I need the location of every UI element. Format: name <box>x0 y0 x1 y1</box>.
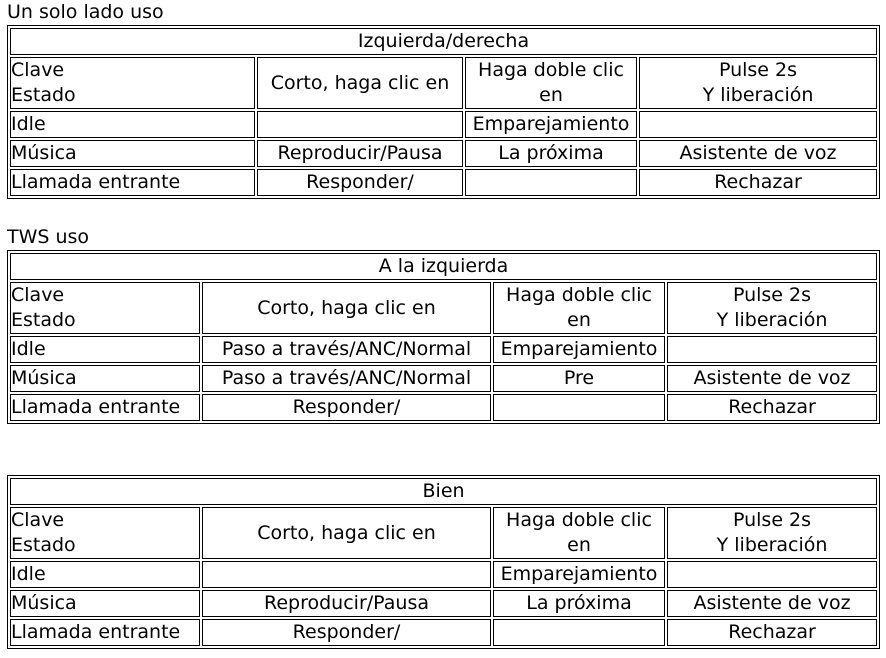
double-click-cell <box>493 619 665 646</box>
state-cell: Música <box>10 590 200 617</box>
state-cell: Idle <box>10 336 200 363</box>
press-2s-cell: Rechazar <box>667 619 877 646</box>
short-click-cell: Paso a través/ANC/Normal <box>202 365 491 392</box>
key-table-tws-right <box>7 475 880 649</box>
table-title: A la izquierda <box>10 253 877 280</box>
double-click-cell: Emparejamiento <box>465 111 637 138</box>
header-double-click-line1: Haga doble clic <box>478 59 624 81</box>
table-row <box>10 169 877 196</box>
short-click-cell: Reproducir/Pausa <box>202 590 491 617</box>
header-press-2s <box>667 282 877 334</box>
press-2s-cell: Asistente de voz <box>639 140 877 167</box>
header-double-click <box>493 282 665 334</box>
header-key-label: Clave <box>11 284 65 306</box>
double-click-cell: La próxima <box>493 590 665 617</box>
header-press-2s-line1: Pulse 2s <box>732 284 812 306</box>
header-short-click: Corto, haga clic en <box>202 282 491 334</box>
short-click-cell: Paso a través/ANC/Normal <box>202 336 491 363</box>
state-cell: Música <box>10 140 255 167</box>
header-press-2s-line1: Pulse 2s <box>718 59 798 81</box>
state-cell: Llamada entrante <box>10 394 200 421</box>
press-2s-cell <box>667 561 877 588</box>
double-click-cell <box>493 394 665 421</box>
table-title: Bien <box>10 478 877 505</box>
short-click-cell <box>257 111 463 138</box>
header-short-click: Corto, haga clic en <box>257 57 463 109</box>
table-row <box>10 140 877 167</box>
header-state-label: Estado <box>11 534 76 556</box>
press-2s-cell: Asistente de voz <box>667 590 877 617</box>
double-click-cell: La próxima <box>465 140 637 167</box>
press-2s-cell: Asistente de voz <box>667 365 877 392</box>
header-key-state <box>10 507 200 559</box>
header-double-click <box>493 507 665 559</box>
table-title: Izquierda/derecha <box>10 28 877 55</box>
short-click-cell: Responder/ <box>202 619 491 646</box>
header-double-click-line2: en <box>567 534 591 556</box>
header-short-click: Corto, haga clic en <box>202 507 491 559</box>
header-press-2s-line2: Y liberación <box>716 309 828 331</box>
table-row <box>10 590 877 617</box>
press-2s-cell <box>639 111 877 138</box>
state-cell: Idle <box>10 561 200 588</box>
header-press-2s-line2: Y liberación <box>702 84 814 106</box>
header-press-2s-line1: Pulse 2s <box>732 509 812 531</box>
header-double-click-line2: en <box>567 309 591 331</box>
header-key-label: Clave <box>11 59 65 81</box>
header-state-label: Estado <box>11 84 76 106</box>
header-double-click-line2: en <box>539 84 563 106</box>
header-press-2s-line2: Y liberación <box>716 534 828 556</box>
state-cell: Música <box>10 365 200 392</box>
short-click-cell: Reproducir/Pausa <box>257 140 463 167</box>
table-row <box>10 561 877 588</box>
header-double-click-line1: Haga doble clic <box>506 509 652 531</box>
state-cell: Idle <box>10 111 255 138</box>
key-table-single-side <box>7 25 880 199</box>
header-key-state <box>10 57 255 109</box>
section-heading-single-side: Un solo lado uso <box>7 1 164 23</box>
table-row <box>10 336 877 363</box>
table-row <box>10 365 877 392</box>
press-2s-cell <box>667 336 877 363</box>
header-press-2s <box>639 57 877 109</box>
double-click-cell: Emparejamiento <box>493 561 665 588</box>
short-click-cell <box>202 561 491 588</box>
state-cell: Llamada entrante <box>10 619 200 646</box>
header-key-state <box>10 282 200 334</box>
key-table-tws-left <box>7 250 880 424</box>
state-cell: Llamada entrante <box>10 169 255 196</box>
table-row <box>10 394 877 421</box>
section-heading-tws: TWS uso <box>7 226 90 248</box>
header-double-click <box>465 57 637 109</box>
table-row <box>10 619 877 646</box>
header-key-label: Clave <box>11 509 65 531</box>
header-state-label: Estado <box>11 309 76 331</box>
double-click-cell: Emparejamiento <box>493 336 665 363</box>
table-row <box>10 111 877 138</box>
short-click-cell: Responder/ <box>202 394 491 421</box>
press-2s-cell: Rechazar <box>639 169 877 196</box>
double-click-cell: Pre <box>493 365 665 392</box>
short-click-cell: Responder/ <box>257 169 463 196</box>
header-double-click-line1: Haga doble clic <box>506 284 652 306</box>
header-press-2s <box>667 507 877 559</box>
double-click-cell <box>465 169 637 196</box>
press-2s-cell: Rechazar <box>667 394 877 421</box>
